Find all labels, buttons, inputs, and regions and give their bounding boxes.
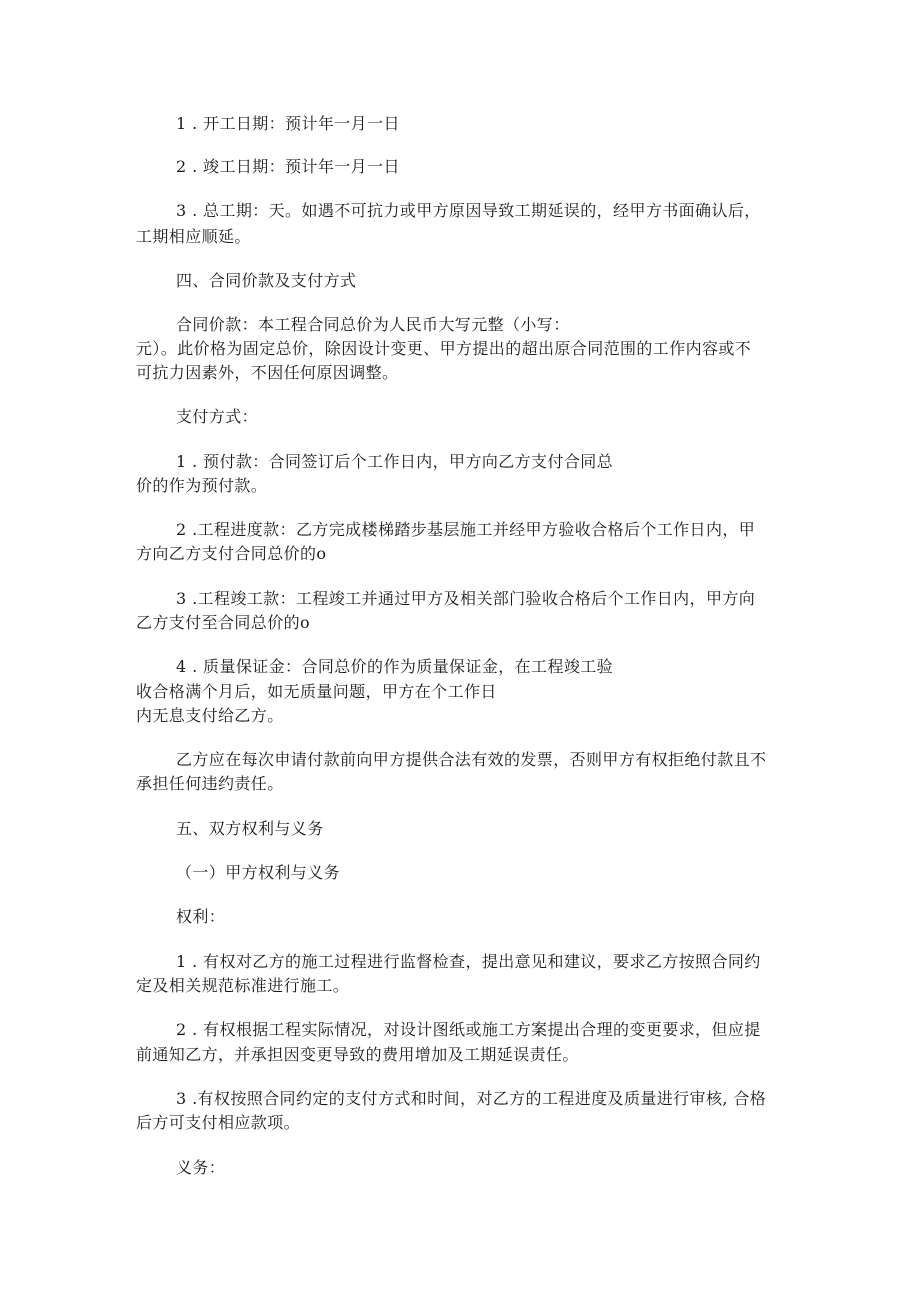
text-line: 定及相关规范标准进行施工。 [136,976,350,995]
text-line: 工期相应顺延。 [136,227,251,246]
text-line: 4 . 质量保证金：合同总价的作为质量保证金，在工程竣工验 [176,657,614,676]
text-line: 3 .有权按照合同约定的支付方式和时间，对乙方的工程进度及质量进行审核, 合格 [176,1089,767,1108]
text-line: 1 . 有权对乙方的施工过程进行监督检查，提出意见和建议，要求乙方按照合同约 [176,952,761,971]
text-line: 1 . 预付款：合同签订后个工作日内，甲方向乙方支付合同总 [176,452,614,471]
text-line: 1 . 开工日期：预计年一月一日 [176,114,400,133]
text-line: 乙方支付至合同总价的o [136,613,311,632]
text-line: 2 .工程进度款：乙方完成楼梯踏步基层施工并经甲方验收合格后个工作日内，甲 [176,520,756,539]
text-line: 元）。此价格为固定总价，除因设计变更、甲方提出的超出原合同范围的工作内容或不 [136,339,752,358]
text-line: 承担任何违约责任。 [136,774,284,793]
text-line: 价的作为预付款。 [136,476,268,495]
section-heading: 四、合同价款及支付方式 [176,271,357,290]
text-line: 前通知乙方，并承担因变更导致的费用增加及工期延误责任。 [136,1045,579,1064]
text-line: 合同价款：本工程合同总价为人民币大写元整（小写： [176,315,570,334]
text-line: 内无息支付给乙方。 [136,706,284,725]
text-line: 乙方应在每次申请付款前向甲方提供合法有效的发票，否则甲方有权拒绝付款且不 [176,750,767,769]
text-line: 义务： [176,1158,226,1177]
text-line: 后方可支付相应款项。 [136,1113,301,1132]
text-line: 3 . 总工期：天。如遇不可抗力或甲方原因导致工期延误的，经甲方书面确认后， [176,201,761,220]
subsection-heading: （一）甲方权利与义务 [176,863,341,882]
text-line: 2 . 有权根据工程实际情况，对设计图纸或施工方案提出合理的变更要求，但应提 [176,1020,761,1039]
text-line: 3 .工程竣工款：工程竣工并通过甲方及相关部门验收合格后个工作日内，甲方向 [176,589,756,608]
text-line: 2 . 竣工日期：预计年一月一日 [176,157,400,176]
text-line: 方向乙方支付合同总价的o [136,544,327,563]
text-line: 收合格满个月后，如无质量问题，甲方在个工作日 [136,682,497,701]
text-line: 权利： [176,907,226,926]
text-line: 支付方式： [176,407,259,426]
section-heading: 五、双方权利与义务 [176,819,324,838]
text-line: 可抗力因素外，不因任何原因调整。 [136,363,399,382]
